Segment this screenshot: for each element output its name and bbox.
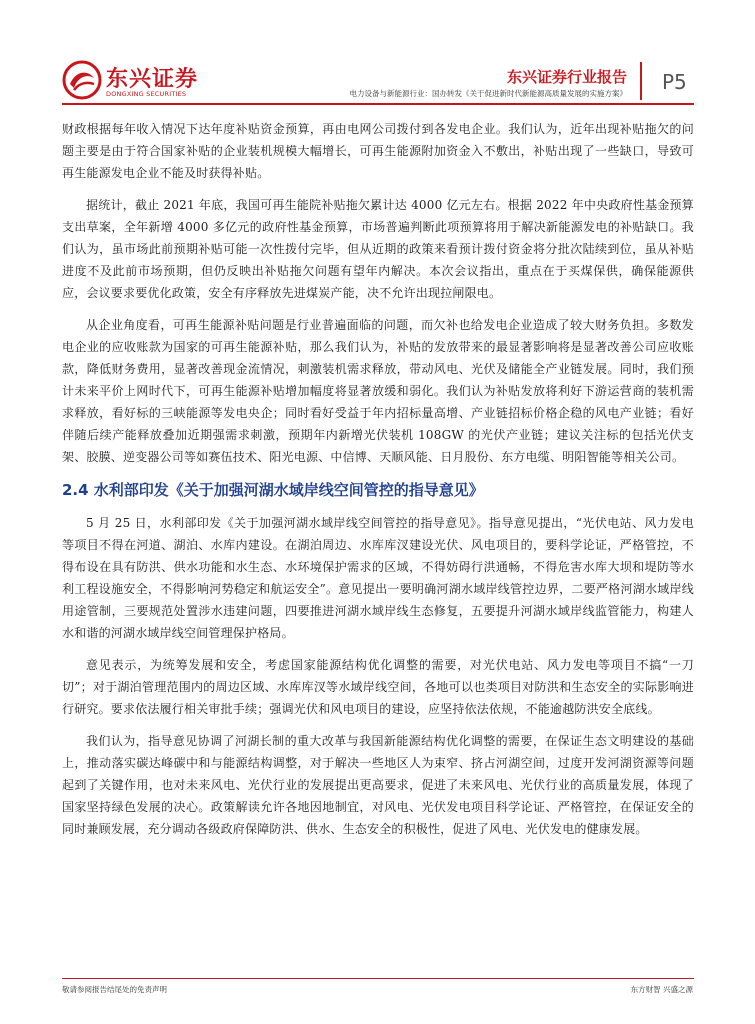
report-subtitle: 电力设备与新能源行业：国办转发《关于促进新时代新能源高质量发展的实施方案》 [349, 89, 627, 98]
body-paragraph: 我们认为，指导意见协调了河湖长制的重大改革与我国新能源结构优化调整的需要，在保证生态文明建设的基础上，推动落实碳达峰碳中和与能源结构调整，对于解决一些地区人为束窄、挤占河湖空间，过度开发河湖资源等问题起到了关键作用，也对未来风电、光伏行业的发展提出更高要求，促进了未来风电、光伏行业的高质量发展，体现了国家坚持绿色发展的决心。政策解读允许各地因地制宜，对风电、光伏发电项目科学论证、严格管控，在保证安全的同时兼顾发展，充分调动各级政府保障防洪、供水、生态安全的积极性，促进了风电、光伏发电的健康发展。 [62, 734, 694, 836]
page-header [0, 0, 755, 108]
dongxing-logo-icon [62, 60, 102, 100]
header-divider [640, 62, 642, 100]
body-paragraph: 财政根据每年收入情况下达年度补贴资金预算，再由电网公司拨付到各发电企业。我们认为，近年出现补贴拖欠的问题主要是由于符合国家补贴的企业装机规模大幅增长，可再生能源附加资金入不敷出，补贴出现了一些缺口，导致可再生能源发电企业不能及时获得补贴。 [62, 122, 694, 180]
company-logo [62, 60, 199, 106]
report-title: 东兴证券行业报告 [506, 68, 627, 86]
footer-rule [62, 978, 694, 979]
section-heading: 2.4 水利部印发《关于加强河湖水域岸线空间管控的指导意见》 [62, 481, 484, 499]
logo-text-cn: 东兴证券 [106, 67, 199, 92]
body-paragraph: 意见表示，为统筹发展和安全，考虑国家能源结构优化调整的需要，对光伏电站、风力发电等项目不搞“一刀切”；对于湖泊管理范围内的周边区域、水库库汊等水域岸线空间，各地可以也类项目对防洪和生态安全的实际影响进行研究。要求依法履行相关审批手续；强调光伏和风电项目的建设，应坚持依法依规，不能逾越防洪安全底线。 [62, 658, 694, 716]
body-paragraph: 据统计，截止 2021 年底，我国可再生能院补贴拖欠累计达 4000 亿元左右。根据 2022 年中央政府性基金预算支出草案，全年新增 4000 多亿元的政府性基金预算，市场普遍判断此项预算将用于解决新能源发电的补贴缺口。我们认为，虽市场此前预期补贴可能一次性拨付完毕，但从近期的政策来看预计拨付资金将分批次陆续到位，虽从补贴进度不及此前市场预期，但仍反映出补贴拖欠问题有望年内解决。本次会议指出，重点在于买煤保供，确保能源供应，会议要求要优化政策，安全有序释放先进煤炭产能，决不允许出现拉闸限电。 [62, 198, 694, 300]
body-paragraph: 5 月 25 日，水利部印发《关于加强河湖水域岸线空间管控的指导意见》。指导意见提出，“光伏电站、风力发电等项目不得在河道、湖泊、水库内建设。在湖泊周边、水库库汊建设光伏、风电项目的，要科学论证，严格管控，不得布设在具有防洪、供水功能和水生态、水环境保护需求的区域，不得妨碍行洪通畅，不得危害水库大坝和堤防等水利工程设施安全，不得影响河势稳定和航运安全”。意见提出一要明确河湖水域岸线管控边界，二要严格河湖水域岸线用途管制，三要规范处置涉水违建问题，四要推进河湖水域岸线生态修复，五要提升河湖水域岸线监管能力，构建人水和谐的河湖水域岸线空间管理保护格局。 [62, 516, 694, 640]
page-number: P5 [662, 70, 687, 94]
main-content [62, 118, 694, 850]
footer-slogan: 东方财智 兴盛之源 [630, 985, 693, 994]
header-rule [62, 103, 694, 105]
footer-disclaimer[interactable]: 敬请参阅报告结尾处的免责声明 [62, 985, 167, 994]
body-paragraph: 从企业角度看，可再生能源补贴问题是行业普遍面临的问题，而欠补也给发电企业造成了较大财务负担。多数发电企业的应收账款为国家的可再生能源补贴，那么我们认为，补贴的发放带来的最显著影响将是显著改善公司应收账款，降低财务费用，显著改善现金流情况，刺激装机需求释放，带动风电、光伏及储能全产业链发展。同时，我们预计未来平价上网时代下，可再生能源补贴增加幅度将显著放缓和弱化。我们认为补贴发放将利好下游运营商的装机需求释放，看好标的三峡能源等发电央企；同时看好受益于年内招标量高增、产业链招标价格企稳的风电产业链；看好伴随后续产能释放叠加近期强需求刺激，预期年内新增光伏装机 108GW 的光伏产业链；建议关注标的包括光伏支架、胶膜、逆变器公司等如赛伍技术、阳光电源、中信博、天顺风能、日月股份、东方电缆、明阳智能等相关公司。 [62, 318, 694, 464]
logo-text-en: DONGXING SECURITIES [106, 90, 187, 98]
